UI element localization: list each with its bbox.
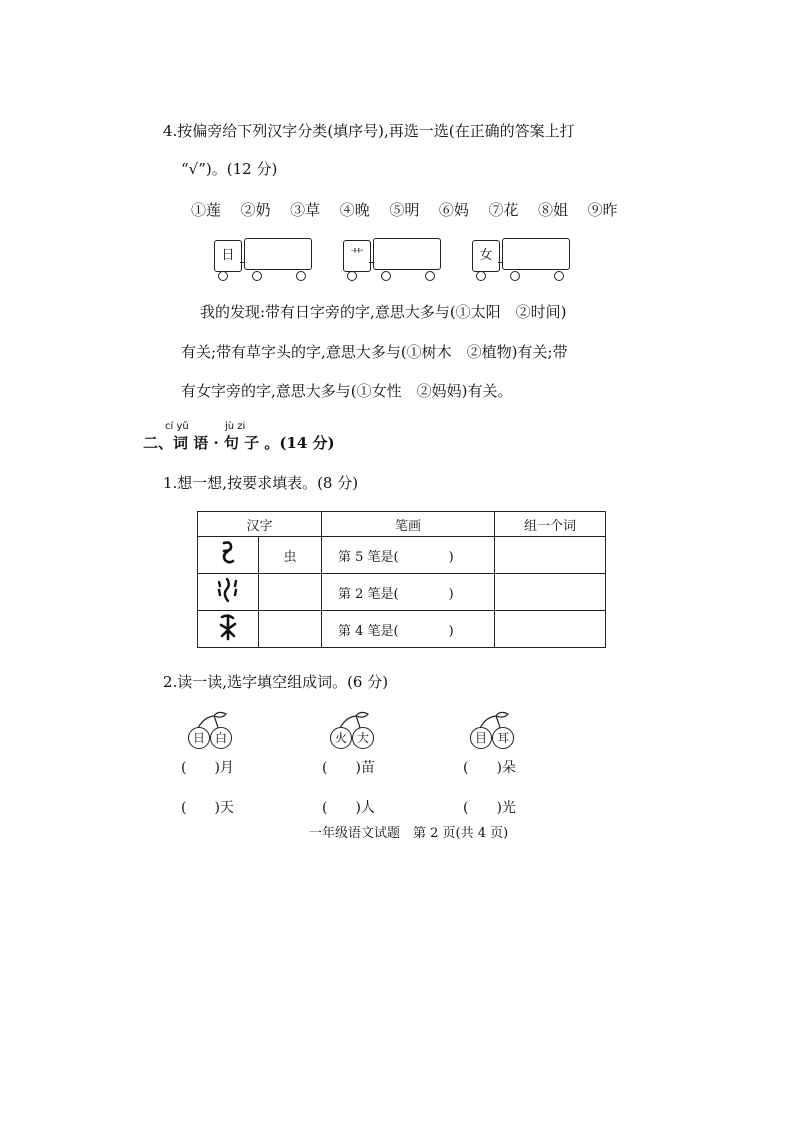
header-stroke: 笔画: [322, 512, 495, 537]
wheel-icon: [476, 271, 486, 281]
wheel-icon: [425, 271, 435, 281]
word-answer-cell[interactable]: [495, 537, 606, 574]
cherry-pair: [468, 711, 528, 753]
truck-cab-label: 女: [472, 240, 500, 272]
char-item: ②奶: [240, 201, 271, 219]
stroke-prompt: 第 2 笔是( ): [322, 574, 495, 611]
wheel-icon: [347, 271, 357, 281]
fill-blank[interactable]: ( )天: [181, 800, 234, 816]
char-item: ④晚: [339, 201, 370, 219]
cherry-char: 大: [352, 727, 374, 749]
char-item: ⑦花: [488, 201, 519, 219]
modern-char[interactable]: [259, 611, 322, 648]
modern-char[interactable]: [259, 574, 322, 611]
char-item: ⑤明: [389, 201, 420, 219]
cherry-pair: [328, 711, 388, 753]
stroke-prompt: 第 4 笔是( ): [322, 611, 495, 648]
truck-cargo-box[interactable]: [373, 238, 441, 270]
fill-blank[interactable]: ( )光: [463, 800, 516, 816]
oracle-shui-icon: [198, 574, 259, 611]
page-footer: 一年级语文试题 第 2 页(共 4 页): [309, 826, 509, 841]
truck-cab-label: 艹: [343, 240, 371, 272]
q1-title: 1.想一想,按要求填表。(8 分): [163, 474, 359, 492]
table-row: [198, 611, 606, 648]
q4-discovery-line3: 有女字旁的字,意思大多与(①女性 ②妈妈)有关。: [181, 382, 513, 400]
truck-cargo-box[interactable]: [502, 238, 570, 270]
wheel-icon: [510, 271, 520, 281]
pinyin-ciyu: cí yǔ: [165, 421, 189, 432]
q4-discovery-line1: 我的发现:带有日字旁的字,意思大多与(①太阳 ②时间): [200, 303, 567, 321]
wheel-icon: [252, 271, 262, 281]
word-answer-cell[interactable]: [495, 611, 606, 648]
char-item: ⑥妈: [438, 201, 469, 219]
cherry-pair: [186, 711, 246, 753]
char-item: ③草: [290, 201, 321, 219]
cherry-char: 耳: [492, 727, 514, 749]
table-row: [198, 537, 606, 574]
table-row: [198, 574, 606, 611]
truck-cab-label: 日: [214, 240, 242, 272]
cherry-char: 日: [188, 727, 210, 749]
stroke-prompt: 第 5 笔是( ): [322, 537, 495, 574]
cherry-char: 白: [210, 727, 232, 749]
header-word: 组一个词: [495, 512, 606, 537]
wheel-icon: [381, 271, 391, 281]
truck-ri: [214, 240, 314, 284]
char-item: ⑧姐: [538, 201, 569, 219]
cherry-char: 火: [330, 727, 352, 749]
wheel-icon: [554, 271, 564, 281]
fill-blank[interactable]: ( )朵: [463, 760, 516, 776]
header-hanzi: 汉字: [198, 512, 322, 537]
fill-blank[interactable]: ( )月: [181, 760, 234, 776]
truck-cao: [343, 240, 443, 284]
stroke-table: [197, 511, 606, 648]
oracle-chong-icon: [198, 537, 259, 574]
fill-blank[interactable]: ( )苗: [322, 760, 375, 776]
q4-discovery-line2: 有关;带有草字头的字,意思大多与(①树木 ②植物)有关;带: [181, 343, 568, 361]
wheel-icon: [296, 271, 306, 281]
q4-line1: 4.按偏旁给下列汉字分类(填序号),再选一选(在正确的答案上打: [163, 122, 575, 140]
truck-nv: [472, 240, 572, 284]
modern-char: 虫: [259, 537, 322, 574]
table-header-row: [198, 512, 606, 537]
char-item: ①莲: [191, 201, 222, 219]
wheel-icon: [218, 271, 228, 281]
cherry-char: 目: [470, 727, 492, 749]
fill-blank[interactable]: ( )人: [322, 800, 375, 816]
pinyin-juzi: jù zi: [225, 421, 246, 432]
q4-line2: “√”)。(12 分): [181, 160, 278, 178]
section2-title: 二、词 语 · 句 子 。(14 分): [143, 434, 335, 452]
char-item: ⑨昨: [587, 201, 618, 219]
oracle-he-icon: [198, 611, 259, 648]
word-answer-cell[interactable]: [495, 574, 606, 611]
q4-items: [191, 199, 618, 220]
truck-cargo-box[interactable]: [244, 238, 312, 270]
q2-title: 2.读一读,选字填空组成词。(6 分): [163, 673, 389, 691]
